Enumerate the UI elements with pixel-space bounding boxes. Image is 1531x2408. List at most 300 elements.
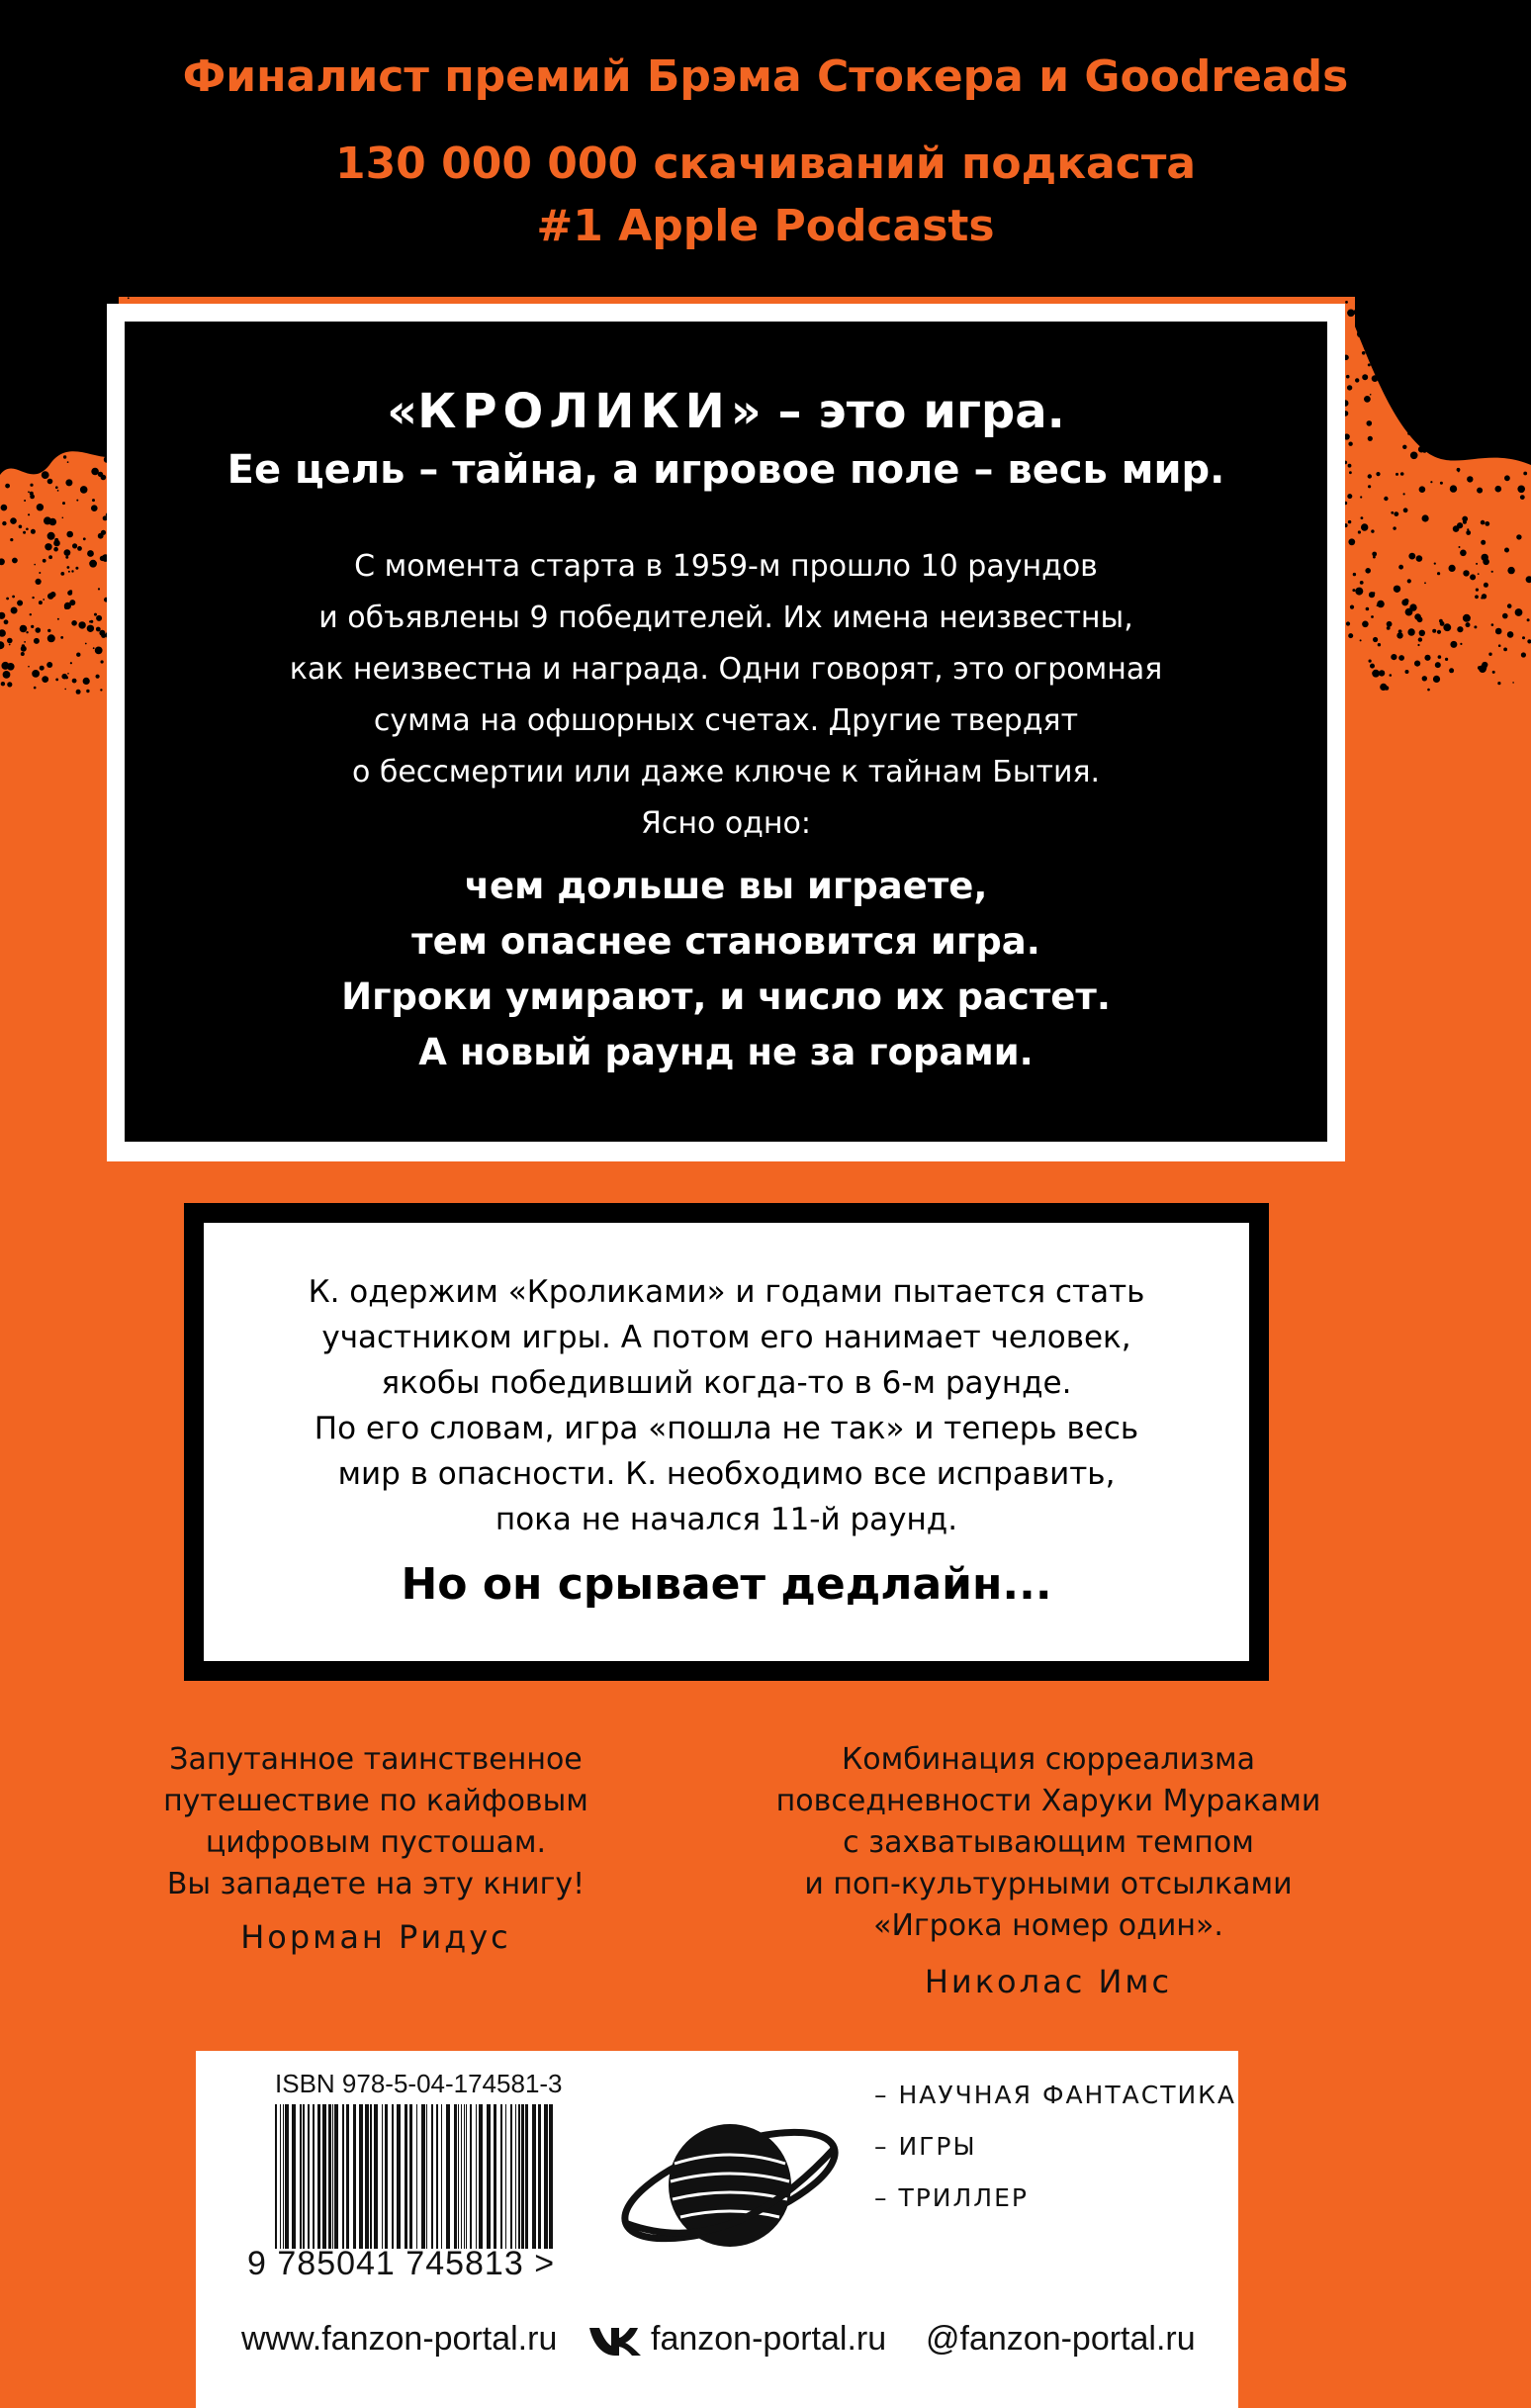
splatter-dot	[1364, 396, 1371, 403]
splatter-dot	[1442, 356, 1449, 363]
splatter-dot	[1396, 632, 1402, 638]
splatter-dot	[31, 529, 36, 534]
splatter-dot	[1460, 643, 1462, 645]
splatter-dot	[40, 666, 45, 671]
splatter-dot	[1515, 313, 1522, 320]
barcode-bar	[544, 2104, 548, 2249]
splatter-dot	[1350, 605, 1354, 609]
splatter-dot	[1445, 658, 1448, 661]
splatter-dot	[64, 549, 71, 556]
splatter-dot	[1370, 394, 1372, 396]
splatter-dot	[1476, 563, 1478, 565]
splatter-dot	[1513, 276, 1518, 281]
splatter-dot	[89, 441, 97, 449]
barcode-bar	[409, 2104, 412, 2249]
splatter-dot	[1424, 655, 1430, 661]
splatter-dot	[1494, 353, 1496, 355]
splatter-dot	[1495, 628, 1502, 635]
splatter-dot	[1380, 684, 1387, 691]
splatter-dot	[6, 598, 9, 601]
splatter-dot	[34, 564, 36, 566]
splatter-dot	[1527, 440, 1529, 442]
splatter-dot	[1465, 287, 1471, 293]
splatter-dot	[1405, 670, 1409, 674]
splatter-dot	[1403, 493, 1405, 495]
splatter-dot	[1421, 633, 1424, 636]
splatter-dot	[121, 288, 125, 292]
punchline: Но он срывает дедлайн...	[401, 1559, 1052, 1610]
splatter-dot	[1407, 579, 1411, 583]
splatter-dot	[1514, 398, 1519, 403]
splatter-dot	[21, 646, 27, 652]
splatter-dot	[1420, 350, 1423, 353]
splatter-dot	[1405, 324, 1407, 326]
barcode-bar	[431, 2104, 433, 2249]
quote-right-author: Николас Имс	[924, 1963, 1173, 2000]
splatter-dot	[1354, 309, 1360, 315]
splatter-dot	[1434, 422, 1440, 428]
splatter-dot	[37, 504, 44, 510]
splatter-dot	[40, 375, 42, 377]
barcode-bar	[479, 2104, 483, 2249]
splatter-dot	[1360, 496, 1362, 498]
splatter-dot	[1414, 312, 1420, 318]
splatter-dot	[17, 601, 23, 606]
splatter-dot	[42, 386, 47, 392]
saturn-planet-icon	[611, 2094, 849, 2272]
splatter-dot	[67, 591, 72, 596]
splatter-dot	[1434, 563, 1436, 565]
splatter-dot	[89, 560, 97, 568]
splatter-dot	[24, 318, 26, 320]
splatter-dot	[19, 525, 23, 529]
splatter-dot	[89, 367, 96, 374]
splatter-dot	[32, 670, 40, 678]
splatter-dot	[60, 425, 62, 427]
barcode-bar	[476, 2104, 477, 2249]
splatter-dot	[76, 500, 78, 502]
splatter-dot	[1471, 356, 1477, 362]
splatter-dot	[1503, 648, 1507, 652]
splatter-dot	[1348, 538, 1355, 545]
splatter-dot	[45, 424, 47, 427]
barcode-bar	[500, 2104, 502, 2249]
splatter-dot	[19, 443, 24, 448]
splatter-dot	[1387, 626, 1391, 630]
splatter-dot	[1400, 472, 1404, 476]
barcode-bar	[342, 2104, 344, 2249]
splatter-dot	[1409, 389, 1417, 397]
quote-right: Комбинация сюрреализма повседневности Харуки Мураками с захватывающим темпом и поп-культурными отсылками «Игрока номер один».	[775, 1742, 1321, 1943]
splatter-dot	[7, 682, 12, 687]
splatter-dot	[96, 615, 102, 621]
splatter-dot	[1517, 351, 1523, 357]
splatter-dot	[75, 567, 78, 570]
splatter-dot	[1391, 266, 1396, 272]
splatter-dot	[1422, 449, 1426, 453]
splatter-dot	[1466, 622, 1471, 627]
splatter-dot	[1484, 583, 1488, 588]
splatter-dot	[20, 625, 28, 633]
splatter-dot	[1383, 357, 1390, 364]
splatter-dot	[1348, 633, 1353, 638]
game-title-word: КРОЛИКИ	[417, 384, 731, 439]
splatter-dot	[1370, 664, 1375, 669]
splatter-dot	[1372, 552, 1377, 557]
barcode-bar	[532, 2104, 536, 2249]
splatter-dot	[57, 618, 59, 620]
intro-paragraph: С момента старта в 1959-м прошло 10 раундов и объявлены 9 победителей. Их имена неизвестны, как неизвестна и награда. Одни говорят, это огромная сумма на офшорных счетах. Другие твердят о бессмертии или даже ключе к тайнам Бытия.	[289, 549, 1163, 789]
splatter-dot	[76, 444, 83, 451]
splatter-dot	[1474, 625, 1477, 628]
splatter-dot	[1371, 615, 1374, 618]
splatter-dot	[64, 605, 68, 609]
barcode-bar	[285, 2104, 289, 2249]
splatter-dot	[1368, 474, 1372, 478]
splatter-dot	[1, 505, 8, 511]
splatter-dot	[1357, 330, 1364, 337]
splatter-dot	[1396, 361, 1402, 368]
splatter-dot	[1390, 674, 1393, 677]
splatter-dot	[90, 620, 93, 623]
splatter-dot	[50, 289, 56, 295]
splatter-dot	[1366, 607, 1370, 611]
splatter-dot	[28, 491, 30, 493]
splatter-dot	[100, 410, 102, 412]
splatter-dot	[1444, 312, 1448, 316]
barcode-digits: 9 785041 745813 >	[247, 2245, 556, 2282]
website-link[interactable]: www.fanzon-portal.ru	[241, 2320, 558, 2358]
splatter-dot	[47, 479, 53, 485]
genre-games: – ИГРЫ	[874, 2132, 977, 2161]
splatter-dot	[1510, 383, 1515, 388]
splatter-dot	[86, 690, 89, 693]
splatter-dot	[1487, 322, 1491, 325]
splatter-dot	[1450, 485, 1457, 492]
splatter-dot	[76, 690, 81, 695]
splatter-dot	[1463, 570, 1469, 576]
handle-link[interactable]: @fanzon-portal.ru	[926, 2320, 1196, 2358]
splatter-dot	[91, 276, 98, 283]
splatter-dot	[26, 631, 28, 633]
splatter-dot	[71, 620, 77, 626]
barcode-bar	[385, 2104, 388, 2249]
splatter-dot	[1517, 486, 1525, 494]
splatter-dot	[48, 396, 50, 398]
barcode-bar	[466, 2104, 467, 2249]
splatter-dot	[24, 287, 30, 293]
splatter-dot	[0, 332, 6, 338]
splatter-dot	[1523, 472, 1527, 476]
splatter-dot	[48, 555, 52, 559]
splatter-dot	[100, 689, 102, 691]
splatter-dot	[1466, 530, 1471, 535]
splatter-dot	[74, 379, 79, 384]
splatter-dot	[83, 537, 86, 540]
splatter-dot	[28, 513, 30, 515]
splatter-dot	[1495, 364, 1499, 368]
splatter-dot	[62, 335, 69, 342]
splatter-dot	[1368, 363, 1371, 366]
splatter-dot	[43, 366, 46, 370]
splatter-dot	[1387, 621, 1393, 627]
splatter-dot	[1347, 494, 1352, 499]
splatter-dot	[1443, 377, 1446, 380]
splatter-dot	[76, 362, 78, 364]
splatter-dot	[83, 678, 90, 685]
splatter-dot	[92, 499, 95, 502]
splatter-dot	[87, 625, 94, 632]
splatter-dot	[76, 653, 80, 657]
splatter-dot	[1440, 621, 1445, 626]
splatter-dot	[1482, 439, 1485, 442]
splatter-dot	[1355, 378, 1359, 382]
splatter-dot	[10, 330, 17, 337]
splatter-dot	[1499, 433, 1504, 438]
splatter-dot	[84, 436, 89, 441]
splatter-dot	[1508, 416, 1512, 419]
game-title-line: «КРОЛИКИ» – это игра.	[387, 384, 1065, 439]
splatter-dot	[1506, 418, 1509, 421]
splatter-dot	[98, 588, 100, 590]
barcode-bar	[346, 2104, 349, 2249]
splatter-dot	[1393, 526, 1396, 529]
splatter-dot	[1488, 653, 1491, 656]
splatter-dot	[99, 259, 105, 265]
splatter-dot	[67, 298, 74, 305]
splatter-dot	[1397, 300, 1400, 303]
splatter-dot	[1491, 338, 1496, 343]
splatter-dot	[1360, 581, 1364, 585]
splatter-dot	[1466, 365, 1470, 369]
splatter-dot	[5, 484, 10, 489]
intro-box	[125, 322, 1327, 1142]
splatter-dot	[41, 359, 45, 363]
splatter-dot	[1448, 303, 1452, 307]
splatter-dot	[1373, 556, 1376, 559]
splatter-dot	[2, 521, 6, 525]
splatter-dot	[98, 533, 104, 539]
splatter-dot	[17, 384, 21, 388]
splatter-dot	[1384, 497, 1388, 501]
splatter-dot	[1348, 442, 1352, 446]
splatter-dot	[62, 517, 64, 519]
splatter-dot	[1491, 623, 1494, 626]
splatter-dot	[1473, 408, 1478, 413]
splatter-dot	[1358, 293, 1363, 298]
splatter-dot	[5, 358, 12, 365]
splatter-dot	[1389, 369, 1396, 376]
splatter-dot	[47, 629, 50, 632]
splatter-dot	[57, 490, 59, 492]
splatter-dot	[1433, 676, 1440, 683]
splatter-dot	[43, 599, 45, 601]
barcode-bar	[436, 2104, 438, 2249]
splatter-dot	[43, 559, 46, 563]
barcode-bar	[359, 2104, 363, 2249]
splatter-dot	[1377, 604, 1379, 606]
splatter-dot	[66, 531, 73, 538]
splatter-dot	[1403, 508, 1408, 512]
splatter-dot	[29, 457, 37, 465]
splatter-dot	[65, 676, 68, 679]
clear-one-label: Ясно одно:	[640, 806, 812, 841]
barcode-bar	[392, 2104, 394, 2249]
splatter-dot	[28, 421, 32, 425]
barcode-bar	[370, 2104, 372, 2249]
splatter-dot	[47, 634, 55, 642]
barcode-bar	[292, 2104, 296, 2249]
splatter-dot	[1378, 643, 1381, 646]
splatter-dot	[53, 547, 58, 552]
splatter-dot	[64, 689, 66, 691]
splatter-dot	[1492, 450, 1495, 453]
splatter-dot	[1447, 307, 1451, 311]
splatter-dot	[1472, 419, 1477, 424]
splatter-dot	[1362, 374, 1368, 380]
genre-sci-fi: – НАУЧНАЯ ФАНТАСТИКА	[874, 2081, 1237, 2109]
splatter-dot	[11, 607, 18, 614]
splatter-dot	[1396, 473, 1398, 476]
splatter-dot	[24, 641, 26, 643]
splatter-dot	[1348, 464, 1352, 468]
splatter-dot	[1484, 356, 1487, 360]
splatter-dot	[21, 625, 23, 627]
splatter-dot	[39, 601, 43, 604]
splatter-dot	[1464, 406, 1471, 413]
splatter-dot	[1405, 608, 1413, 616]
splatter-dot	[96, 362, 98, 364]
splatter-dot	[90, 417, 92, 419]
barcode-bar	[426, 2104, 427, 2249]
splatter-dot	[1450, 641, 1457, 648]
splatter-dot	[36, 627, 42, 633]
splatter-dot	[1516, 534, 1521, 539]
splatter-dot	[49, 518, 57, 526]
splatter-dot	[66, 396, 71, 401]
splatter-dot	[4, 348, 6, 350]
splatter-dot	[1492, 312, 1495, 315]
splatter-dot	[28, 666, 30, 668]
splatter-dot	[1502, 613, 1508, 619]
barcode-bar	[549, 2104, 553, 2249]
barcode-bar	[464, 2104, 465, 2249]
splatter-dot	[1485, 521, 1489, 526]
splatter-dot	[1481, 597, 1483, 599]
splatter-dot	[1418, 369, 1424, 375]
splatter-dot	[1361, 523, 1368, 530]
splatter-dot	[1353, 573, 1356, 576]
barcode-bar	[397, 2104, 401, 2249]
splatter-dot	[36, 579, 42, 585]
barcode-bar	[461, 2104, 462, 2249]
splatter-dot	[23, 531, 26, 534]
splatter-dot	[5, 269, 12, 276]
splatter-dot	[1458, 305, 1465, 312]
splatter-dot	[54, 421, 56, 423]
splatter-dot	[32, 435, 39, 442]
splatter-dot	[63, 455, 66, 458]
splatter-dot	[1367, 285, 1370, 288]
splatter-dot	[24, 500, 26, 502]
splatter-dot	[1419, 263, 1425, 269]
splatter-dot	[1467, 476, 1473, 482]
splatter-dot	[81, 423, 87, 429]
splatter-dot	[71, 570, 73, 572]
splatter-dot	[67, 461, 69, 463]
splatter-dot	[1489, 280, 1493, 284]
barcode-bar	[365, 2104, 369, 2249]
splatter-dot	[1521, 652, 1526, 657]
splatter-dot	[1410, 452, 1418, 460]
splatter-dot	[1391, 654, 1396, 660]
splatter-dot	[96, 675, 100, 679]
splatter-dot	[1360, 639, 1362, 641]
splatter-dot	[1408, 553, 1415, 560]
splatter-dot	[101, 660, 104, 663]
splatter-dot	[85, 643, 87, 645]
splatter-dot	[1520, 495, 1525, 500]
splatter-dot	[1437, 572, 1440, 575]
splatter-dot	[60, 374, 62, 376]
vk-icon	[587, 2324, 645, 2358]
splatter-dot	[66, 371, 71, 376]
splatter-dot	[1453, 525, 1460, 532]
splatter-dot	[1362, 351, 1366, 355]
splatter-dot	[1497, 682, 1500, 685]
splatter-dot	[1372, 375, 1379, 382]
splatter-dot	[1415, 351, 1418, 354]
splatter-dot	[1416, 555, 1423, 562]
barcode-bar	[275, 2104, 277, 2249]
splatter-dot	[77, 546, 82, 551]
splatter-dot	[1521, 387, 1524, 390]
game-subtitle: Ее цель – тайна, а игровое поле – весь мир.	[226, 447, 1225, 493]
splatter-dot	[1522, 636, 1525, 639]
splatter-dot	[7, 301, 17, 311]
splatter-dot	[51, 452, 57, 458]
splatter-dot	[1481, 540, 1486, 545]
splatter-dot	[1449, 668, 1454, 673]
barcode-bar	[454, 2104, 457, 2249]
barcode-bar	[416, 2104, 417, 2249]
vk-link[interactable]: fanzon-portal.ru	[651, 2320, 887, 2358]
splatter-dot	[19, 367, 23, 371]
splatter-dot	[82, 430, 86, 434]
splatter-dot	[1501, 376, 1504, 379]
splatter-dot	[1450, 350, 1453, 353]
splatter-dot	[1373, 637, 1378, 642]
splatter-dot	[1352, 589, 1355, 592]
splatter-dot	[93, 647, 95, 649]
splatter-dot	[1418, 637, 1422, 641]
splatter-dot	[1371, 529, 1374, 532]
splatter-dot	[1480, 442, 1482, 444]
barcode-bar	[538, 2104, 541, 2249]
splatter-dot	[1439, 258, 1442, 261]
barcode-bar	[317, 2104, 320, 2249]
splatter-dot	[1347, 310, 1355, 318]
splatter-dot	[12, 558, 18, 564]
splatter-dot	[1507, 631, 1514, 638]
splatter-dot	[1515, 608, 1523, 616]
splatter-dot	[1378, 373, 1380, 375]
quote-left: Запутанное таинственное путешествие по кайфовым цифровым пустошам. Вы западете на эту книгу!	[163, 1742, 588, 1901]
splatter-dot	[1450, 451, 1453, 454]
splatter-dot	[1398, 655, 1404, 661]
splatter-dot	[1430, 481, 1432, 483]
splatter-dot	[3, 671, 11, 679]
